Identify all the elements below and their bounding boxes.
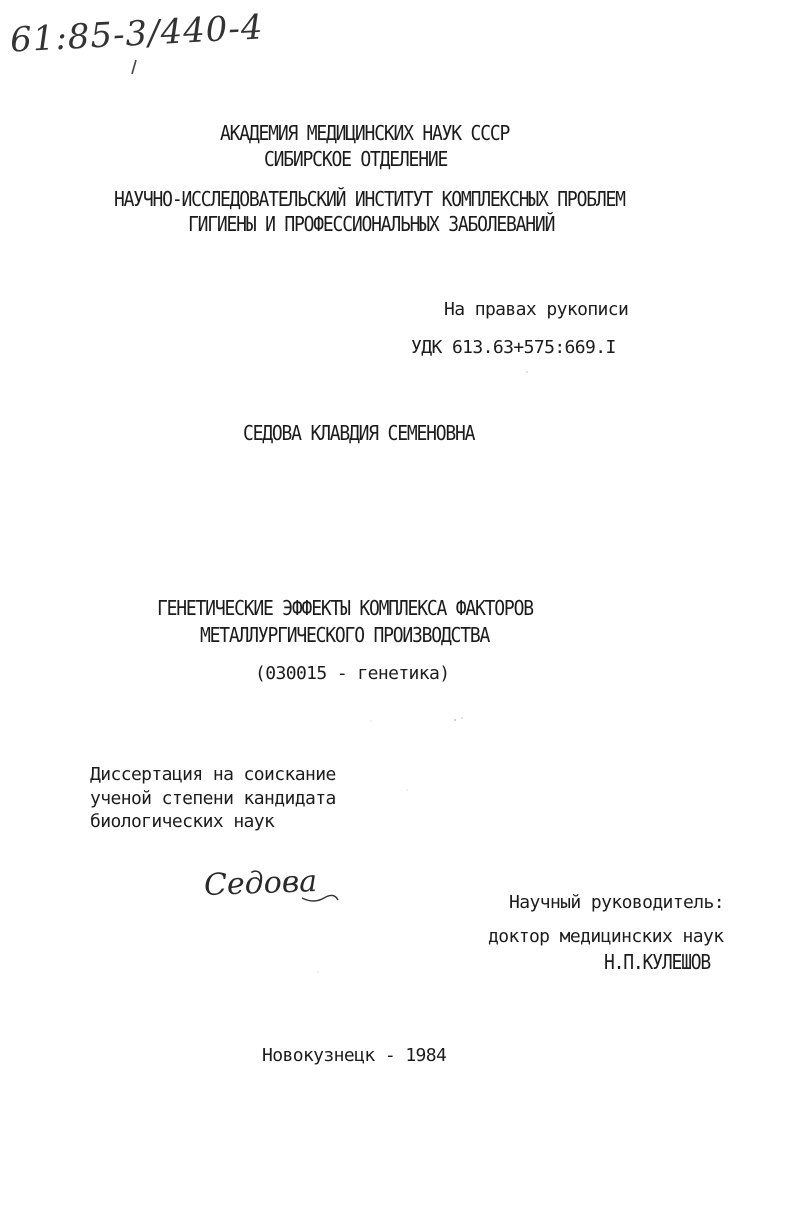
degree-line3: биологических наук	[90, 811, 275, 832]
degree-line1: Диссертация на соискание	[90, 764, 336, 785]
supervisor-name: Н.П.КУЛЕШОВ	[604, 951, 711, 975]
degree-line2: ученой степени кандидата	[90, 788, 336, 809]
institute-name-line1: НАУЧНО-ИССЛЕДОВАТЕЛЬСКИЙ ИНСТИТУТ КОМПЛЕКСНЫХ ПРОБЛЕМ	[114, 188, 625, 212]
udc-code: УДК 613.63+575:669.I	[411, 337, 616, 358]
author-name: СЕДОВА КЛАВДИЯ СЕМЕНОВНА	[243, 422, 475, 446]
manuscript-rights: На правах рукописи	[444, 299, 629, 320]
thesis-title-line1: ГЕНЕТИЧЕСКИЕ ЭФФЕКТЫ КОМПЛЕКСА ФАКТОРОВ	[157, 597, 533, 621]
supervisor-label: Научный руководитель:	[509, 892, 724, 913]
supervisor-degree: доктор медицинских наук	[488, 926, 724, 947]
author-signature: Седова	[203, 864, 318, 903]
specialty-code: (030015 - генетика)	[255, 663, 450, 684]
branch-name: СИБИРСКОЕ ОТДЕЛЕНИЕ	[264, 148, 448, 172]
city-and-year: Новокузнецк - 1984	[262, 1045, 447, 1066]
institute-name-line2: ГИГИЕНЫ И ПРОФЕССИОНАЛЬНЫХ ЗАБОЛЕВАНИЙ	[188, 213, 555, 237]
archive-stamp: 61:85-3/440-4	[9, 7, 265, 61]
academy-name: АКАДЕМИЯ МЕДИЦИНСКИХ НАУК СССР	[220, 122, 510, 146]
thesis-title-line2: МЕТАЛЛУРГИЧЕСКОГО ПРОИЗВОДСТВА	[200, 624, 490, 648]
